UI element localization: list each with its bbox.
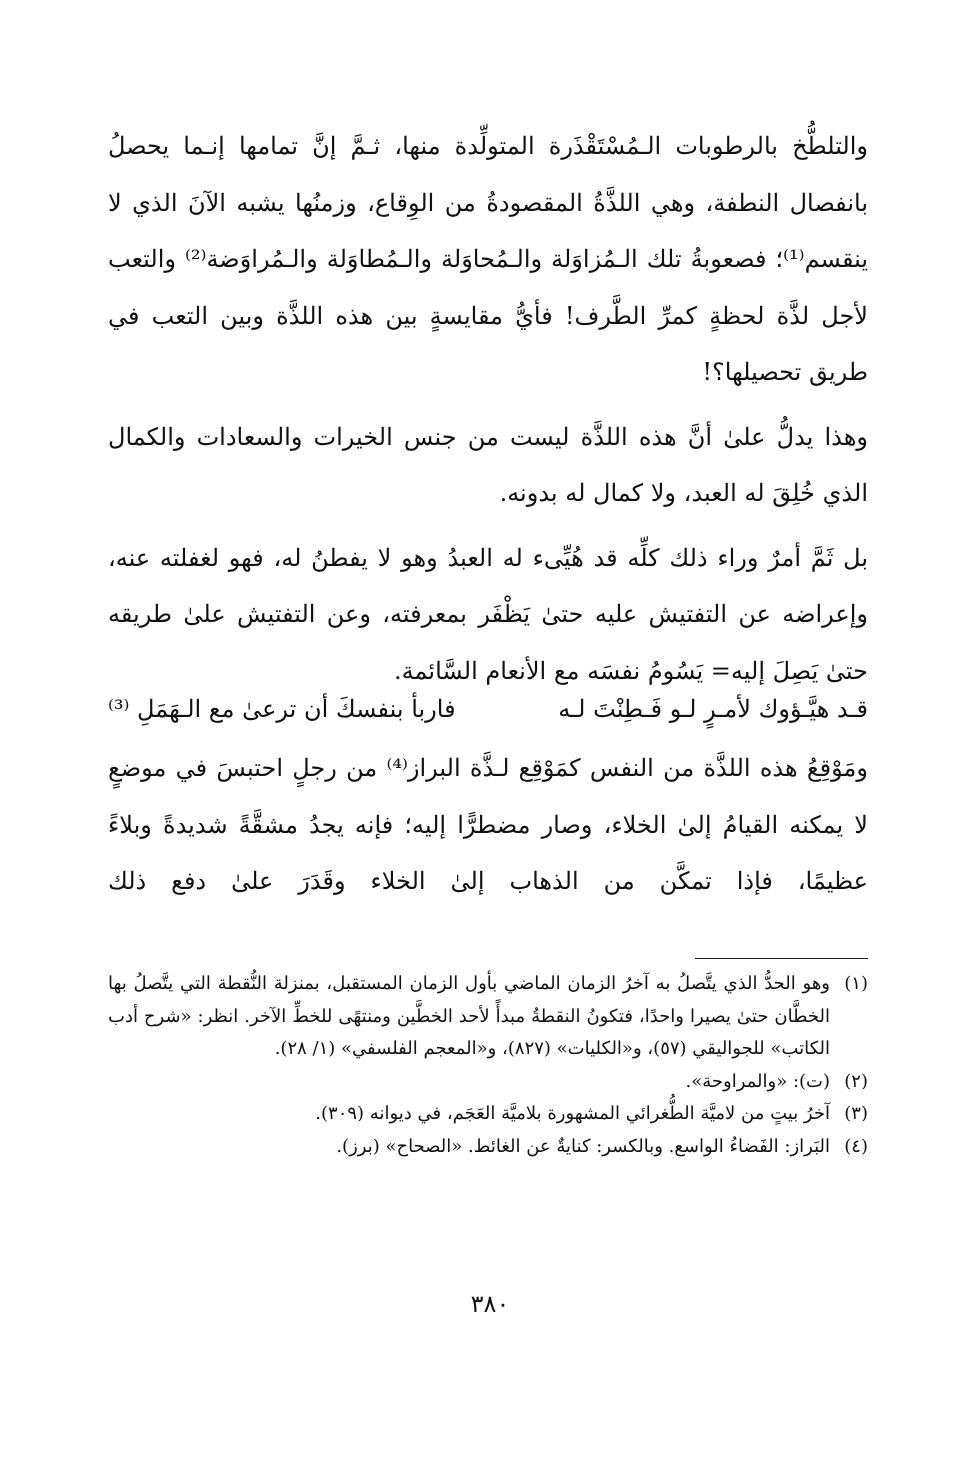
footnote-number: (٢) [844, 1070, 868, 1092]
footnote-1 [108, 968, 868, 1066]
footnote-text: البَراز: الفَضاءُ الواسع. وبالكسر: كنايةٌ عن الغائط. «الصحاح» (برز). [336, 1135, 830, 1157]
footnote-text: وهو الحدُّ الذي يتَّصلُ به آخرُ الزمان الماضي بأول الزمان المستقبل، بمنزلة النُّقطة التي يتَّصلُ بها الخطَّان حتىٰ يصيرا واحدًا، فتكونُ النقطةُ مبدأً لأحد الخطَّين ومنتهًى للخطِّ الآخر. انظر: «شرح أدب الكاتب» للجواليقي (٥٧)، و«الكليات» (٨٢٧)، و«المعجم الفلسفي» (١/ ٢٨). [108, 973, 830, 1059]
footnote-number: (١) [844, 973, 868, 994]
paragraph-2: وهذا يدلُّ علىٰ أنَّ هذه اللذَّة ليست من جنس الخيرات والسعادات والكمال الذي خُلِقَ له العبد، ولا كمال له بدونه. [108, 422, 869, 507]
main-text [108, 118, 868, 707]
verse-first-hemistich: قـد هيَّـؤوك لأمـرٍ لـو فَـطِنْتَ لـه [558, 695, 868, 723]
poetry-verse [108, 684, 868, 734]
footnote-text: (ت): «والمراوحة». [685, 1070, 830, 1092]
page-number: ٣٨٠ [470, 1290, 510, 1318]
footnote-2 [108, 1066, 868, 1099]
footnote-number: (٤) [844, 1135, 868, 1157]
paragraph-4: ومَوْقِعُ هذه اللذَّة من النفس كمَوْقِع لـذَّة البراز⁽⁴⁾ من رجلٍ احتبسَ في موضعٍ لا يمكنه القيامُ إلىٰ الخلاء، وصار مضطرًّا إليه؛ فإنه يجدُ مشقَّةً شديدةً وبلاءً عظيمًا، فإذا تمكَّن من الذهاب إلىٰ الخلاء وقَدَرَ علىٰ دفع ذلك [108, 754, 868, 895]
paragraph-3: بل ثَمَّ أمرٌ وراء ذلك كلِّه قد هُيِّىء له العبدُ وهو لا يفطنُ له، فهو لغفلته عنه، وإعراضه عن التفتيش عليه حتىٰ يَظْفَر بمعرفته، وعن التفتيش علىٰ طريقه حتىٰ يَصِلَ إليه= يَسُومُ نفسَه مع الأنعام السَّائمة. [108, 543, 868, 685]
footnote-separator [695, 958, 868, 959]
footnote-number: (٣) [844, 1103, 868, 1124]
footnote-3 [108, 1098, 868, 1131]
footnotes [108, 968, 868, 1163]
verse-second-hemistich: فاربأ بنفسكَ أن ترعىٰ مع الـهَمَلِ ⁽³⁾ [108, 695, 456, 723]
footnote-text: آخرُ بيتٍ من لاميَّة الطُّغرائي المشهورة بلاميَّة العَجَم، في ديوانه (٣٠٩). [315, 1103, 830, 1124]
footnote-4 [108, 1131, 868, 1164]
paragraph-1: والتلطُّخ بالرطوبات الـمُسْتَقْذَرة المتولِّدة منها، ثـمَّ إنَّ تمامها إنـما يحصلُ بانفصال النطفة، وهي اللذَّةُ المقصودةُ من الوِقاع، وزمنُها يشبه الآنَ الذي لا ينقسم⁽¹⁾؛ فصعوبةُ تلك الـمُزاوَلة والـمُحاوَلة والـمُطاوَلة والـمُراوَضة⁽²⁾ والتعب لأجل لذَّة لحظةٍ كمرِّ الطَّرف! فأيُّ مقايسةٍ بين هذه اللذَّة وبين التعب في طريق تحصيلها؟! [108, 132, 869, 386]
